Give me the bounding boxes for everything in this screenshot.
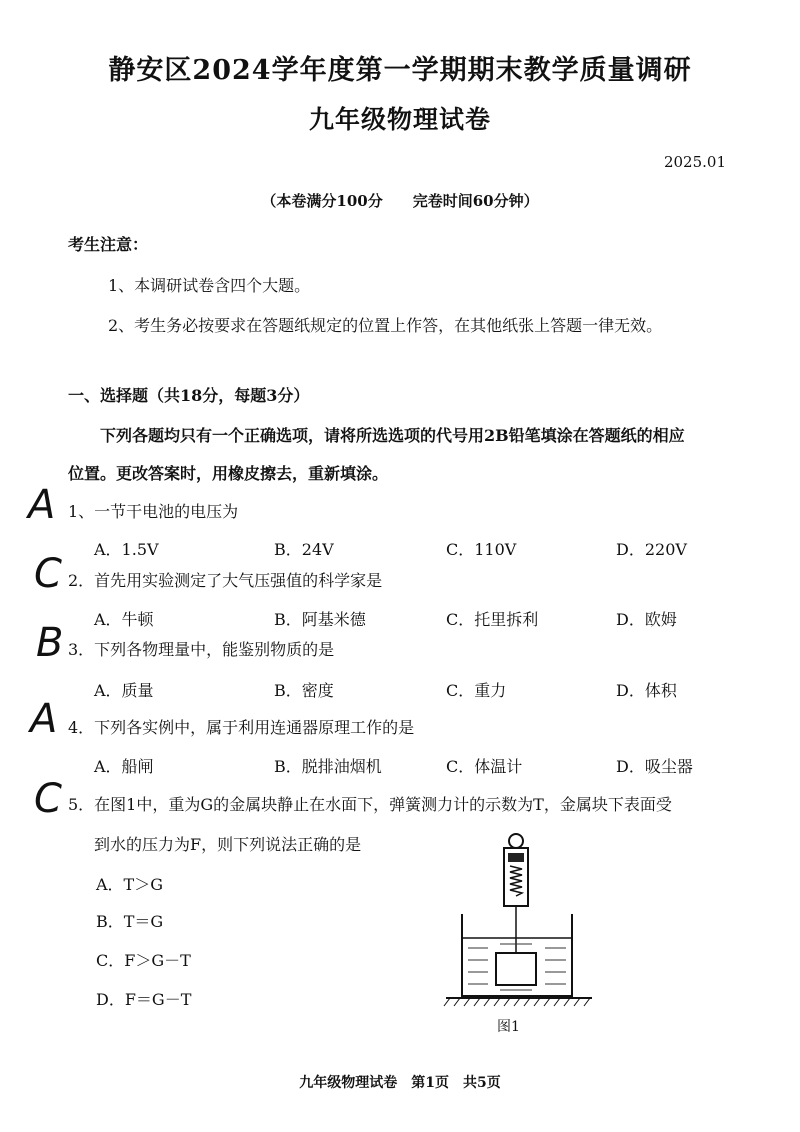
question-stem: 4．下列各实例中，属于利用连通器原理工作的是 (68, 718, 415, 737)
section-instruction: 下列各题均只有一个正确选项，请将所选选项的代号用2B铅笔填涂在答题纸的相应 (100, 426, 685, 445)
question-stem: 1、一节干电池的电压为 (68, 502, 239, 521)
exam-subtitle: 九年级物理试卷 (308, 105, 491, 134)
notice-item: 1、本调研试卷含四个大题。 (108, 276, 311, 295)
exam-date: 2025.01 (663, 153, 726, 171)
notice-item: 2、考生务必按要求在答题纸规定的位置上作答，在其他纸张上答题一律无效。 (108, 316, 663, 335)
section-instruction: 位置。更改答案时，用橡皮擦去，重新填涂。 (68, 464, 389, 483)
option-b: B．T＝G (96, 912, 164, 931)
question-stem: 3．下列各物理量中，能鉴别物质的是 (68, 640, 335, 659)
option-c: C．托里拆利 (446, 610, 539, 629)
option-c: C．110V (446, 540, 517, 559)
question-stem: 5．在图1中，重为G的金属块静止在水面下，弹簧测力计的示数为T，金属块下表面受 (68, 795, 672, 814)
option-c: C．重力 (446, 681, 507, 700)
handwritten-answer: A (28, 482, 56, 528)
question-stem: 2．首先用实验测定了大气压强值的科学家是 (68, 571, 383, 590)
option-b: B．阿基米德 (274, 610, 366, 629)
option-d: D．吸尘器 (616, 757, 693, 776)
scale-label (508, 853, 524, 862)
option-d: D．欧姆 (616, 610, 677, 629)
option-d: D．F＝G－T (96, 990, 192, 1009)
metal-block (496, 953, 536, 985)
option-b: B．密度 (274, 681, 334, 700)
exam-title: 静安区2024学年度第一学期期末教学质量调研 (108, 55, 692, 86)
question-stem: 到水的压力为F，则下列说法正确的是 (94, 835, 362, 854)
option-d: D．体积 (616, 681, 677, 700)
option-a: A．T＞G (96, 875, 164, 894)
option-d: D．220V (616, 540, 687, 559)
notice-heading: 考生注意： (68, 235, 149, 254)
handwritten-answer: C (34, 776, 62, 822)
option-a: A．船闸 (94, 757, 154, 776)
figure-spring-scale-in-water (440, 826, 610, 1016)
option-a: A．1.5V (94, 540, 159, 559)
option-c: C．体温计 (446, 757, 523, 776)
section-heading: 一、选择题（共18分，每题3分） (68, 386, 310, 405)
option-c: C．F＞G－T (96, 951, 191, 970)
option-b: B．脱排油烟机 (274, 757, 382, 776)
option-a: A．质量 (94, 681, 154, 700)
figure-caption: 图1 (497, 1019, 520, 1035)
handwritten-answer: B (36, 620, 64, 666)
exam-info: （本卷满分100分 完卷时间60分钟） (261, 192, 539, 210)
handwritten-answer: A (30, 696, 58, 742)
page-footer: 九年级物理试卷 第1页 共5页 (299, 1075, 501, 1091)
option-b: B．24V (274, 540, 334, 559)
ground-hatching (444, 998, 590, 1006)
option-a: A．牛顿 (94, 610, 154, 629)
handwritten-answer: C (34, 551, 62, 597)
scale-ring (509, 834, 523, 848)
